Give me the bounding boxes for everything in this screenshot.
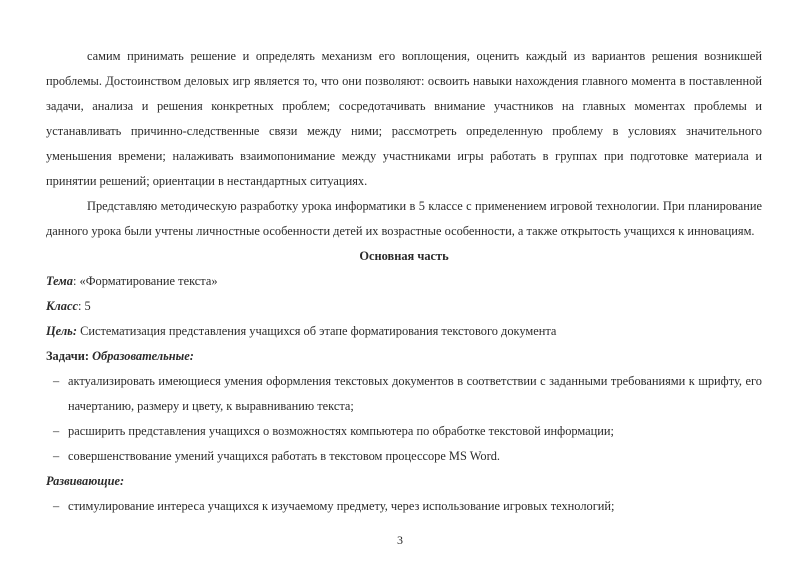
tasks-list-educational bbox=[46, 369, 762, 469]
list-item-text: совершенствование умений учащихся работать в текстовом процессоре MS Word. bbox=[68, 449, 501, 463]
paragraph-continuation: самим принимать решение и определять механизм его воплощения, оценить каждый из вариантов решения возникшей проблемы. Достоинством деловых игр является то, что они позволяют: освоить навыки нахождения главного момента в поставленной задачи, анализа и решения конкретных проблем; сосредотачивать внимание участников на главных моментах проблемы и устанавливать причинно-следственные связи между ними; рассмотреть определенную проблему в условиях значительного уменьшения времени; налаживать взаимопонимание между участниками игры работать в группах при подготовке материала и принятии решений; ориентации в нестандартных ситуациях. bbox=[46, 49, 762, 188]
list-item-text: стимулирование интереса учащихся к изучаемому предмету, через использование игровых технологий; bbox=[68, 499, 615, 513]
list-item bbox=[46, 444, 762, 469]
list-item-text: актуализировать имеющиеся умения оформления текстовых документов в соответствии с заданными требованиями к шрифту, его начертанию, размеру и цвету, к выравниванию текста; bbox=[68, 374, 762, 413]
dash-bullet-icon: – bbox=[53, 449, 60, 463]
tasks-subheading-developmental: Развивающие: bbox=[46, 474, 125, 488]
tasks-heading bbox=[46, 344, 762, 369]
list-item-text: расширить представления учащихся о возможностях компьютера по обработке текстовой информации; bbox=[68, 424, 614, 438]
paragraph-intro: Представляю методическую разработку урока информатики в 5 классе с применением игровой технологии. При планирование данного урока были учтены личностные особенности детей их возрастные особенности, а также открытость учащихся к инновациям. bbox=[46, 199, 762, 238]
section-heading: Основная часть bbox=[359, 249, 449, 263]
field-klass-separator: : bbox=[77, 299, 85, 313]
field-cel bbox=[46, 319, 762, 344]
field-cel-label: Цель: bbox=[46, 324, 77, 338]
dash-bullet-icon: – bbox=[53, 424, 60, 438]
field-tema-separator: : bbox=[73, 274, 80, 288]
page-number: 3 bbox=[397, 533, 403, 547]
field-tema-value: «Форматирование текста» bbox=[79, 274, 218, 288]
tasks-subheading-educational: Образовательные: bbox=[92, 349, 194, 363]
field-cel-value: Систематизация представления учащихся об этапе форматирования текстового документа bbox=[80, 324, 557, 338]
tasks-subheading-developmental-line bbox=[46, 469, 762, 494]
tasks-list-developmental bbox=[46, 494, 762, 519]
list-item bbox=[46, 369, 762, 419]
field-tema bbox=[46, 269, 762, 294]
tasks-label: Задачи: bbox=[46, 349, 89, 363]
document-body bbox=[46, 44, 762, 519]
dash-bullet-icon: – bbox=[53, 374, 60, 388]
field-klass-label: Класс bbox=[46, 299, 78, 313]
dash-bullet-icon: – bbox=[53, 499, 60, 513]
field-klass-value: 5 bbox=[84, 299, 91, 313]
field-klass bbox=[46, 294, 762, 319]
list-item bbox=[46, 494, 762, 519]
list-item bbox=[46, 419, 762, 444]
field-tema-label: Тема bbox=[46, 274, 73, 288]
